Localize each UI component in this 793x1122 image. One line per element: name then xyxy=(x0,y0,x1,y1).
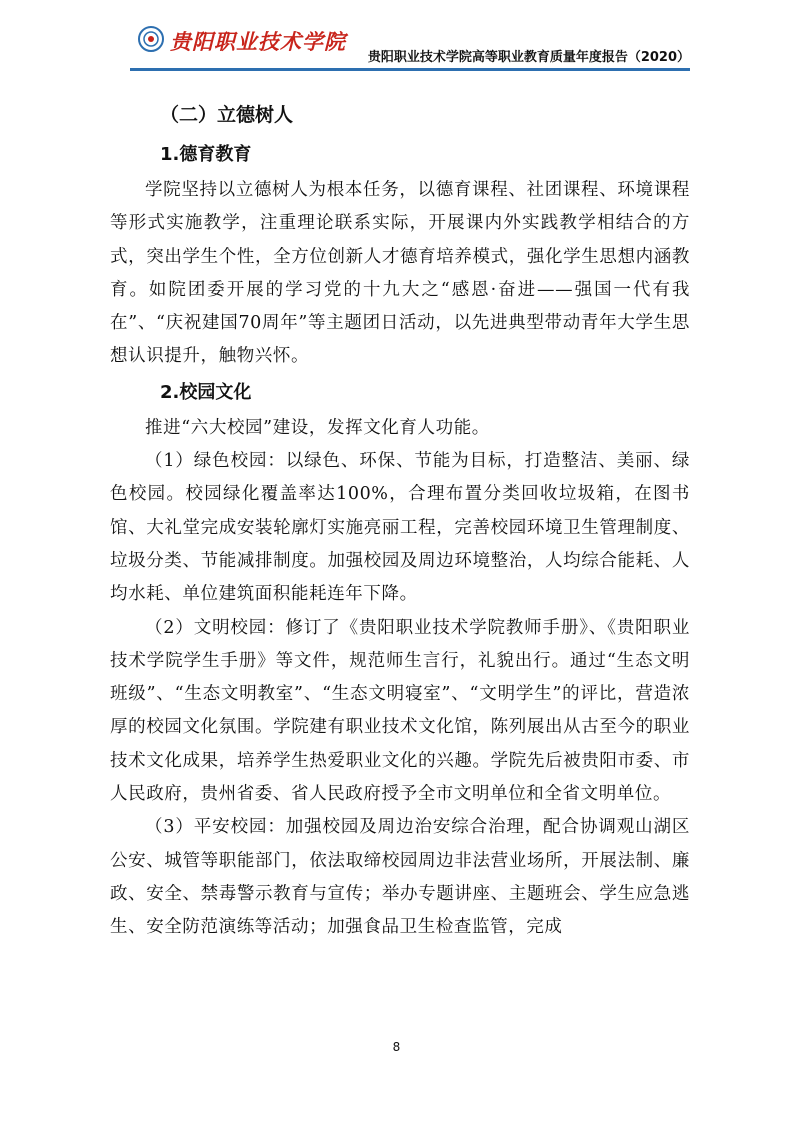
paragraph: 推进“六大校园”建设，发挥文化育人功能。 xyxy=(145,417,490,438)
document-body xyxy=(110,102,690,945)
subsection-heading-moral-education: 1.德育教育 xyxy=(160,144,252,165)
page-header xyxy=(130,24,690,66)
header-rule xyxy=(130,68,690,71)
report-title: 贵阳职业技术学院高等职业教育质量年度报告（2020） xyxy=(367,50,690,65)
paragraph: （2）文明校园：修订了《贵阳职业技术学院教师手册》、《贵阳职业技术学院学生手册》等文件，规范师生言行，礼貌出行。通过“生态文明班级”、“生态文明教室”、“生态文明寝室”、“文明学生”的评比，营造浓厚的校园文化氛围。学院建有职业技术文化馆，陈列展出从古至今的职业技术文化成果，培养学生热爱职业文化的兴趣。学院先后被贵阳市委、市人民政府，贵州省委、省人民政府授予全市文明单位和全省文明单位。 xyxy=(110,617,690,805)
subsection-heading-campus-culture: 2.校园文化 xyxy=(160,381,252,403)
section-heading: （二）立德树人 xyxy=(160,104,294,126)
page-number: 8 xyxy=(392,1040,401,1054)
school-name: 贵阳职业技术学院 xyxy=(170,29,346,54)
paragraph: （1）绿色校园：以绿色、环保、节能为目标，打造整洁、美丽、绿色校园。校园绿化覆盖率达100%，合理布置分类回收垃圾箱，在图书馆、大礼堂完成安装轮廓灯实施亮丽工程，完善校园环境卫生管理制度、垃圾分类、节能减排制度。加强校园及周边环境整治，人均综合能耗、人均水耗、单位建筑面积能耗连年下降。 xyxy=(110,451,690,605)
school-emblem-icon xyxy=(138,26,164,52)
paragraph: （3）平安校园：加强校园及周边治安综合治理，配合协调观山湖区公安、城管等职能部门，依法取缔校园周边非法营业场所，开展法制、廉政、安全、禁毒警示教育与宣传；举办专题讲座、主题班会、学生应急逃生、安全防范演练等活动；加强食品卫生检查监管，完成 xyxy=(110,817,690,938)
paragraph: 学院坚持以立德树人为根本任务，以德育课程、社团课程、环境课程等形式实施教学，注重理论联系实际，开展课内外实践教学相结合的方式，突出学生个性，全方位创新人才德育培养模式，强化学生思想内涵教育。如院团委开展的学习党的十九大之“感恩·奋进——强国一代有我在”、“庆祝建国70周年”等主题团日活动，以先进典型带动青年大学生思想认识提升，触物兴怀。 xyxy=(110,180,690,367)
